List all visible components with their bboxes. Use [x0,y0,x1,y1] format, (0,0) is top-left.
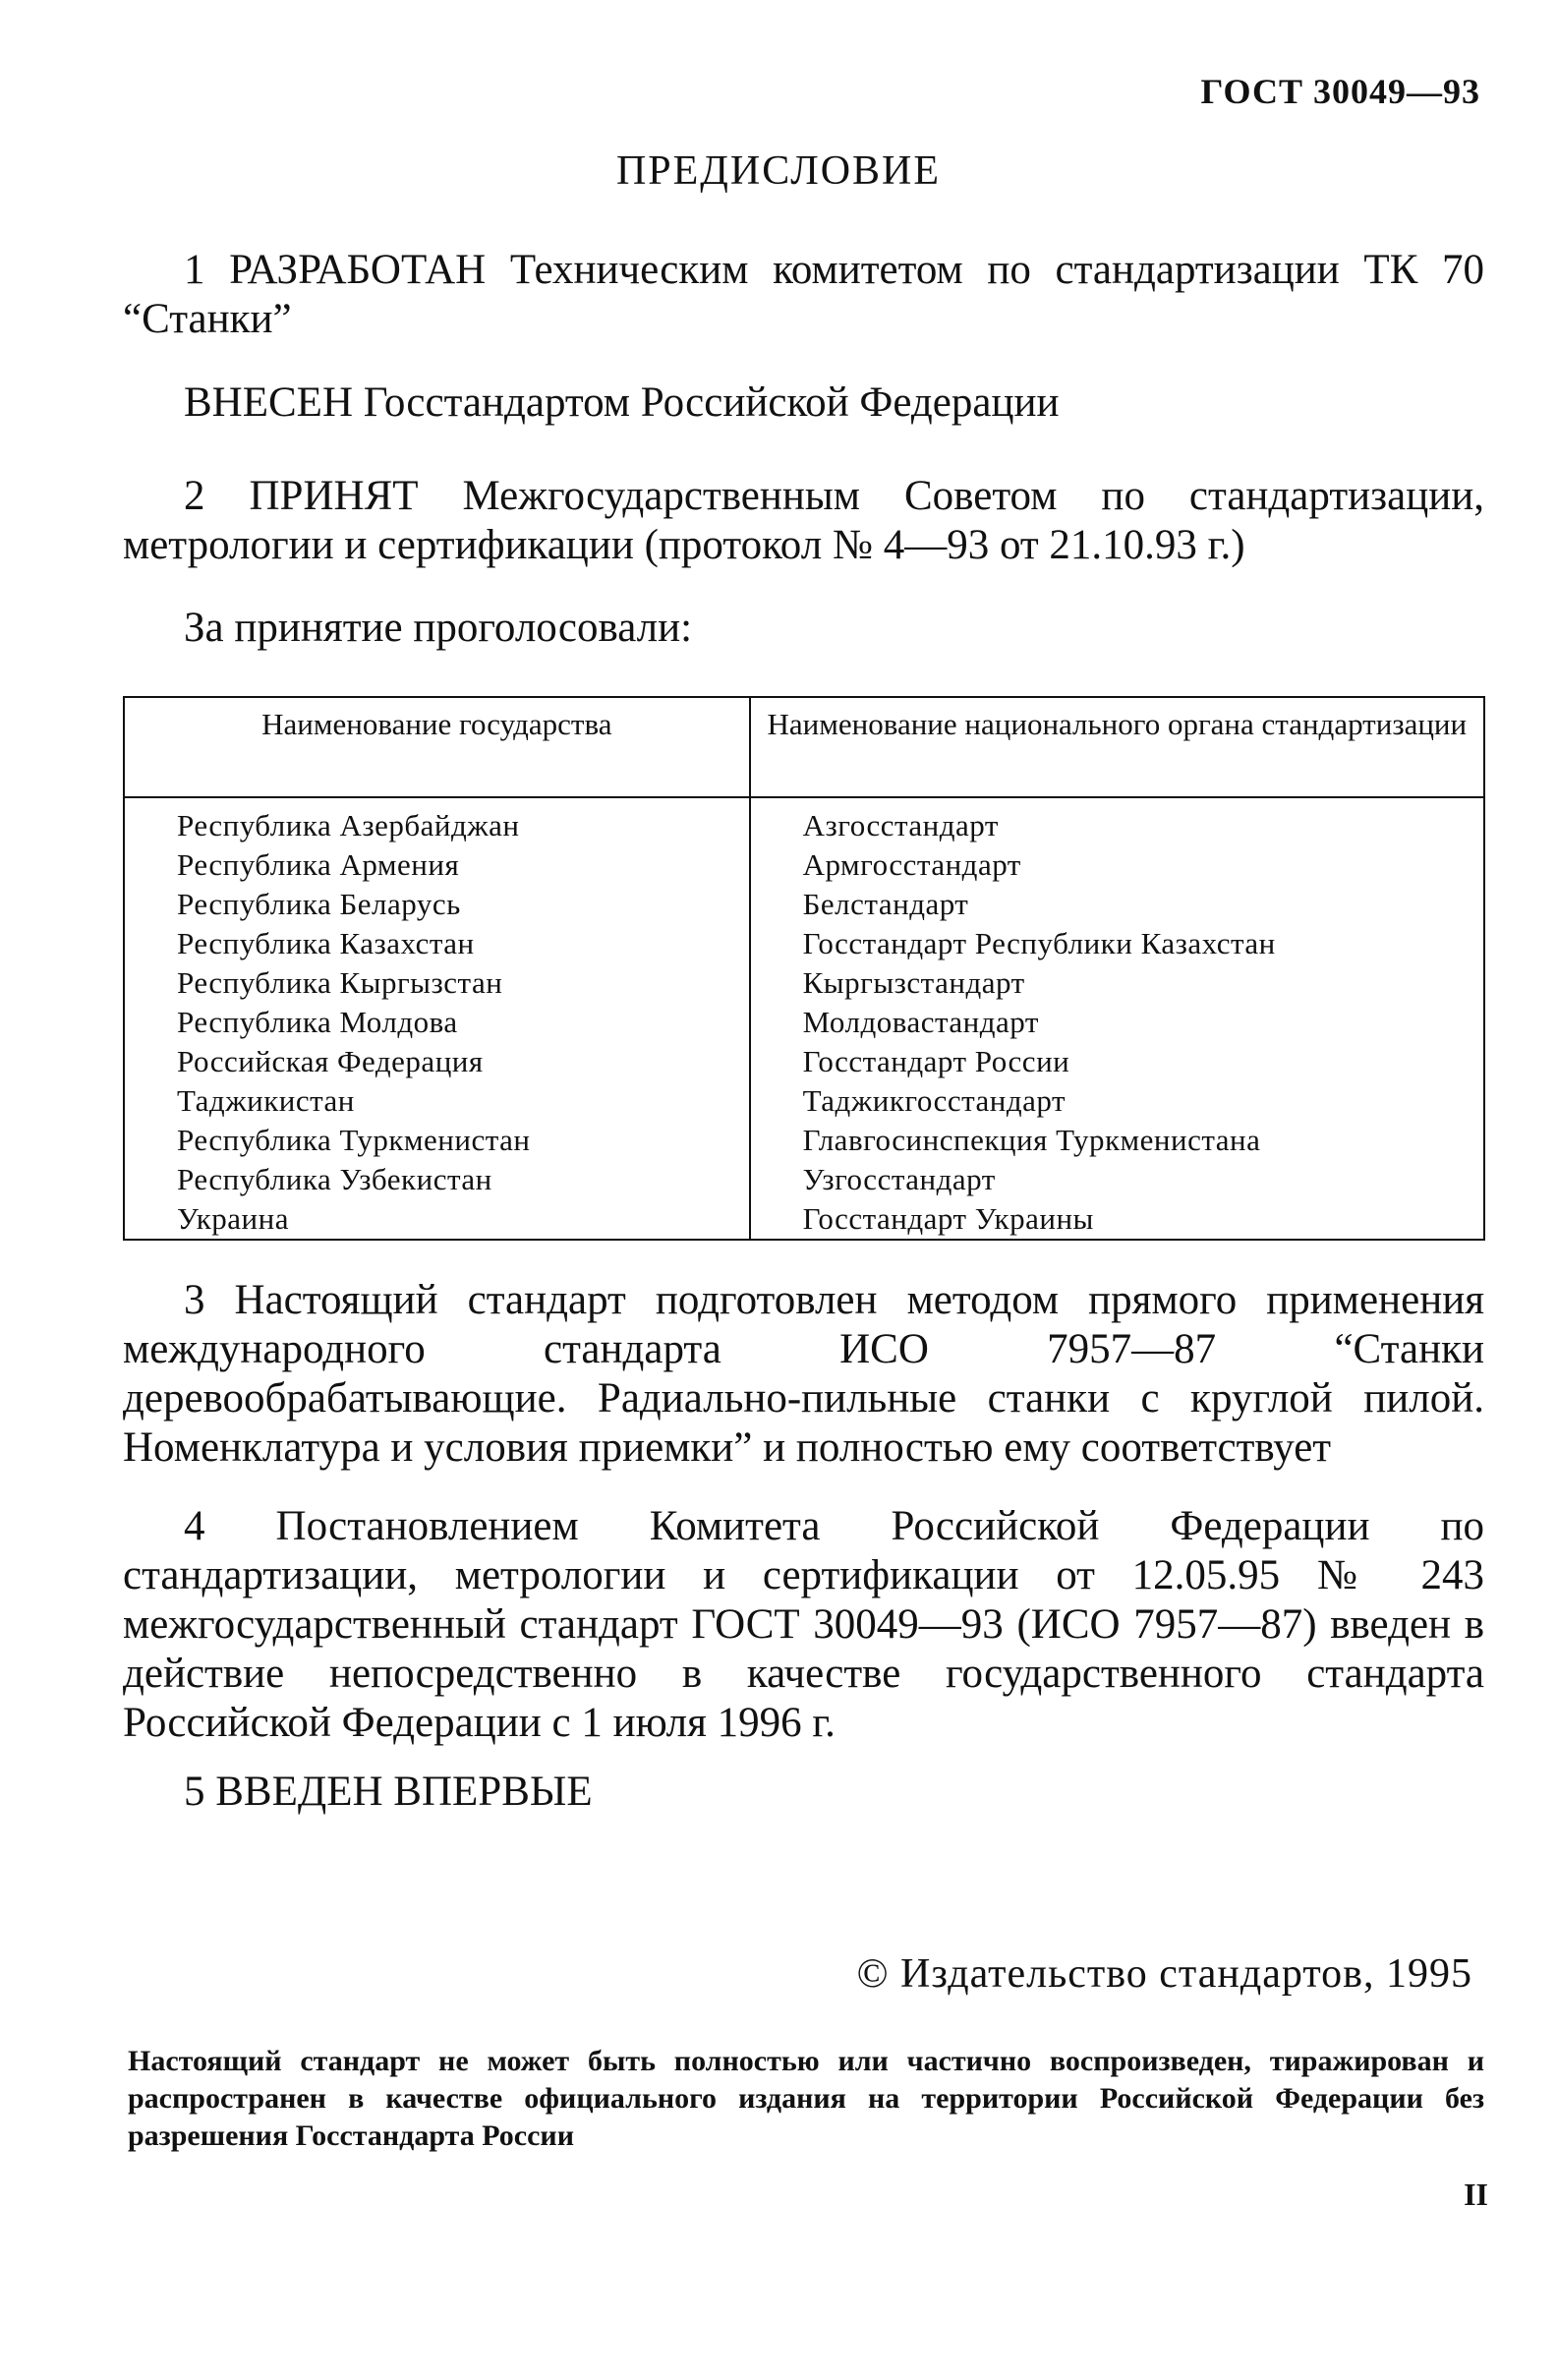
section-4 [123,1502,1484,1748]
table-cell-body: Армгосстандарт [802,847,1021,882]
table-header-state: Наименование государства [124,697,750,797]
table-cell-body: Узгосстандарт [802,1162,996,1196]
table-cell-state: Республика Беларусь [177,887,461,921]
table-cell-state: Республика Казахстан [177,926,475,960]
page-title: ПРЕДИСЛОВИЕ [615,148,942,194]
section-5: 5 ВВЕДЕН ВПЕРВЫЕ [184,1769,593,1815]
table-cell-state: Республика Узбекистан [177,1162,492,1196]
reproduction-notice: Настоящий стандарт не может быть полностью или частично воспроизведен, тиражирован и распространен в качестве официального издания на территории Российской Федерации без разрешения Госстандарта России [128,2045,1484,2152]
page-number: II [1464,2177,1488,2212]
section-1 [123,246,1484,344]
table-cell-body: Кыргызстандарт [802,965,1025,1000]
document-code: ГОСТ 30049—93 [1200,72,1480,111]
table-header-body: Наименование национального органа стандартизации [750,697,1484,797]
table-cell-state: Республика Кыргызстан [177,965,503,1000]
table-cell-state: Украина [177,1201,289,1236]
copyright-line: © Издательство стандартов, 1995 [856,1951,1472,1997]
table-cell-state: Таджикистан [177,1083,355,1118]
section-1-introduced: ВНЕСЕН Госстандартом Российской Федерации [184,379,1060,426]
table-cell-body: Таджикгосстандарт [802,1083,1067,1118]
table-cell-state: Российская Федерация [177,1044,484,1078]
section-2-voted: За принятие проголосовали: [184,605,693,651]
table-cell-body: Белстандарт [802,887,969,921]
table-cell-body: Госстандарт Республики Казахстан [802,926,1276,960]
table-cell-state: Республика Туркменистан [177,1123,531,1157]
table-cell-state: Республика Армения [177,847,460,882]
table-cell-body: Госстандарт России [802,1044,1070,1078]
section-3-text: 3 Настоящий стандарт подготовлен методом прямого применения международного стандарта ИСО 7957—87 “Станки деревообрабатывающие. Радиально-пильные станки с круглой пилой. Номенклатура и условия приемки” и полностью ему соответствует [123,1277,1484,1471]
table-header-row [124,697,1484,797]
section-1-text: 1 РАЗРАБОТАН Техническим комитетом по стандартизации ТК 70 “Станки” [123,247,1484,342]
section-4-text: 4 Постановлением Комитета Российской Федерации по стандартизации, метрологии и сертификации от 12.05.95 № 243 межгосударственный стандарт ГОСТ 30049—93 (ИСО 7957—87) введен в действие непосредственно в качестве государственного стандарта Российской Федерации с 1 июля 1996 г. [123,1503,1484,1746]
table-cell-body: Госстандарт Украины [802,1201,1094,1236]
section-3 [123,1276,1484,1473]
bodies-column [750,797,1484,1240]
table-cell-body: Главгосинспекция Туркменистана [802,1123,1261,1157]
section-2 [123,472,1484,570]
table-cell-body: Молдовастандарт [802,1005,1039,1039]
table-cell-body: Азгосстандарт [802,808,999,842]
table-cell-state: Республика Азербайджан [177,808,520,842]
table-body-row [124,797,1484,1240]
states-table [123,696,1485,1241]
states-column [124,797,750,1240]
table-cell-state: Республика Молдова [177,1005,458,1039]
section-2-text: 2 ПРИНЯТ Межгосударственным Советом по стандартизации, метрологии и сертификации (протокол № 4—93 от 21.10.93 г.) [123,473,1484,568]
